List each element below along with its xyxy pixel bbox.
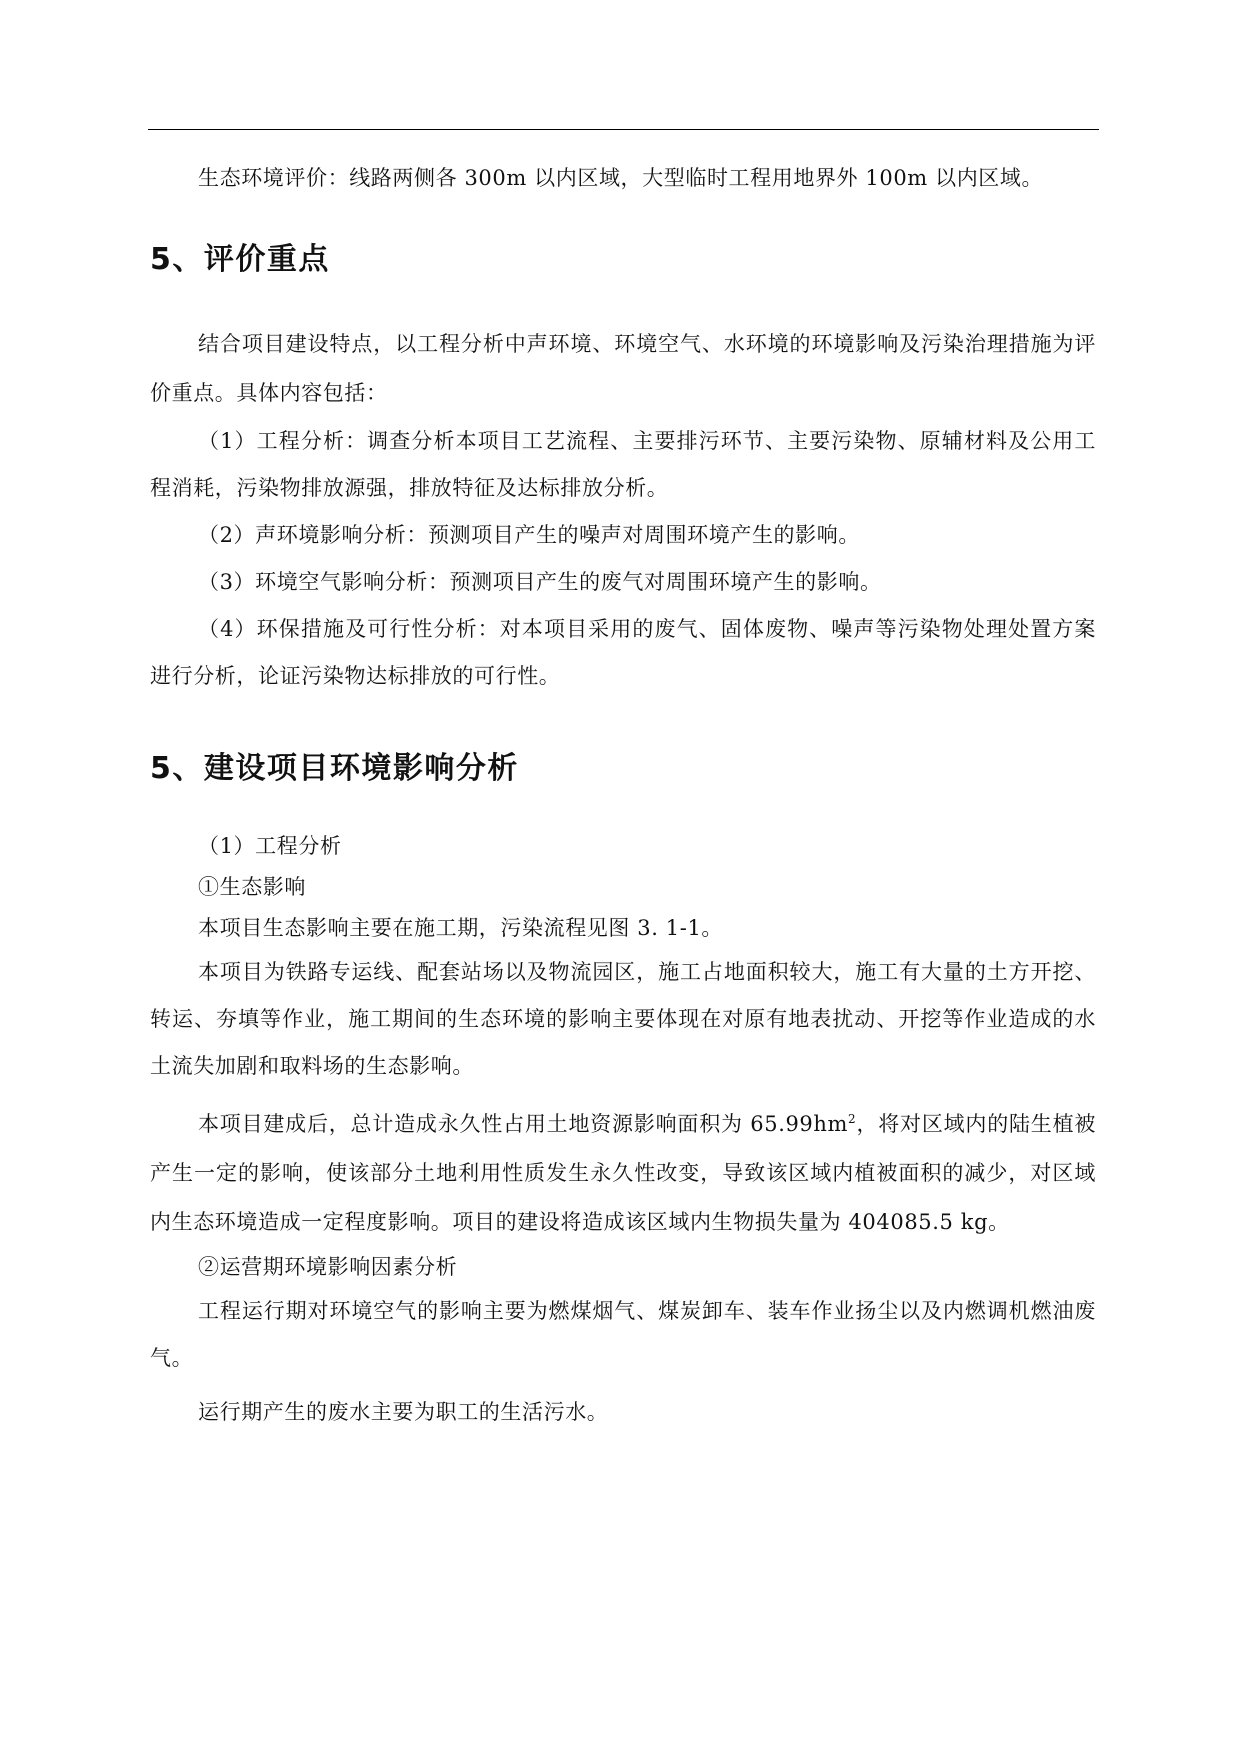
ecological-impact-paragraph-3 bbox=[150, 1100, 1096, 1247]
page-content bbox=[150, 154, 1096, 1437]
focus-item-1: （1）工程分析：调查分析本项目工艺流程、主要排污环节、主要污染物、原辅材料及公用工程消耗，污染物排放源强，排放特征及达标排放分析。 bbox=[150, 429, 1096, 500]
operation-air-impact-paragraph: 工程运行期对环境空气的影响主要为燃煤烟气、煤炭卸车、装车作业扬尘以及内燃调机燃油废气。 bbox=[150, 1299, 1096, 1370]
focus-item-4: （4）环保措施及可行性分析：对本项目采用的废气、固体废物、噪声等污染物处理处置方案进行分析，论证污染物达标排放的可行性。 bbox=[150, 617, 1096, 688]
header-rule bbox=[148, 129, 1099, 130]
ecological-impact-paragraph-1: 本项目生态影响主要在施工期，污染流程见图 3. 1-1。 bbox=[198, 916, 724, 940]
operation-wastewater-paragraph: 运行期产生的废水主要为职工的生活污水。 bbox=[198, 1400, 609, 1424]
land-area-text: 本项目建成后，总计造成永久性占用土地资源影响面积为 65.99hm bbox=[198, 1112, 849, 1136]
section-heading-impact-analysis: 5、建设项目环境影响分析 bbox=[150, 751, 519, 786]
ecological-impact-paragraph-2: 本项目为铁路专运线、配套站场以及物流园区，施工占地面积较大，施工有大量的土方开挖、转运、夯填等作业，施工期间的生态环境的影响主要体现在对原有地表扰动、开挖等作业造成的水土流失加剧和取料场的生态影响。 bbox=[150, 960, 1096, 1078]
subheading-ecological-impact: ①生态影响 bbox=[198, 875, 306, 899]
subheading-engineering-analysis: （1）工程分析 bbox=[198, 834, 342, 858]
land-impact-text: ，将对区域内的陆生植被产生一定的影响，使该部分土地利用性质发生永久性改变，导致该区域内植被面积的减少，对区域内生态环境造成一定程度影响。项目的建设将造成该区域内生物损失量为 404085.5 kg。 bbox=[150, 1112, 1096, 1234]
evaluation-focus-intro: 结合项目建设特点，以工程分析中声环境、环境空气、水环境的环境影响及污染治理措施为评价重点。具体内容包括： bbox=[150, 332, 1096, 405]
subheading-operation-impact: ②运营期环境影响因素分析 bbox=[198, 1255, 458, 1279]
area-unit-superscript: 2 bbox=[848, 1112, 857, 1126]
focus-item-2: （2）声环境影响分析：预测项目产生的噪声对周围环境产生的影响。 bbox=[198, 523, 860, 547]
section-heading-evaluation-focus: 5、评价重点 bbox=[150, 242, 330, 277]
ecological-scope-paragraph: 生态环境评价：线路两侧各 300m 以内区域，大型临时工程用地界外 100m 以内区域。 bbox=[198, 166, 1044, 190]
focus-item-3: （3）环境空气影响分析：预测项目产生的废气对周围环境产生的影响。 bbox=[198, 570, 882, 594]
